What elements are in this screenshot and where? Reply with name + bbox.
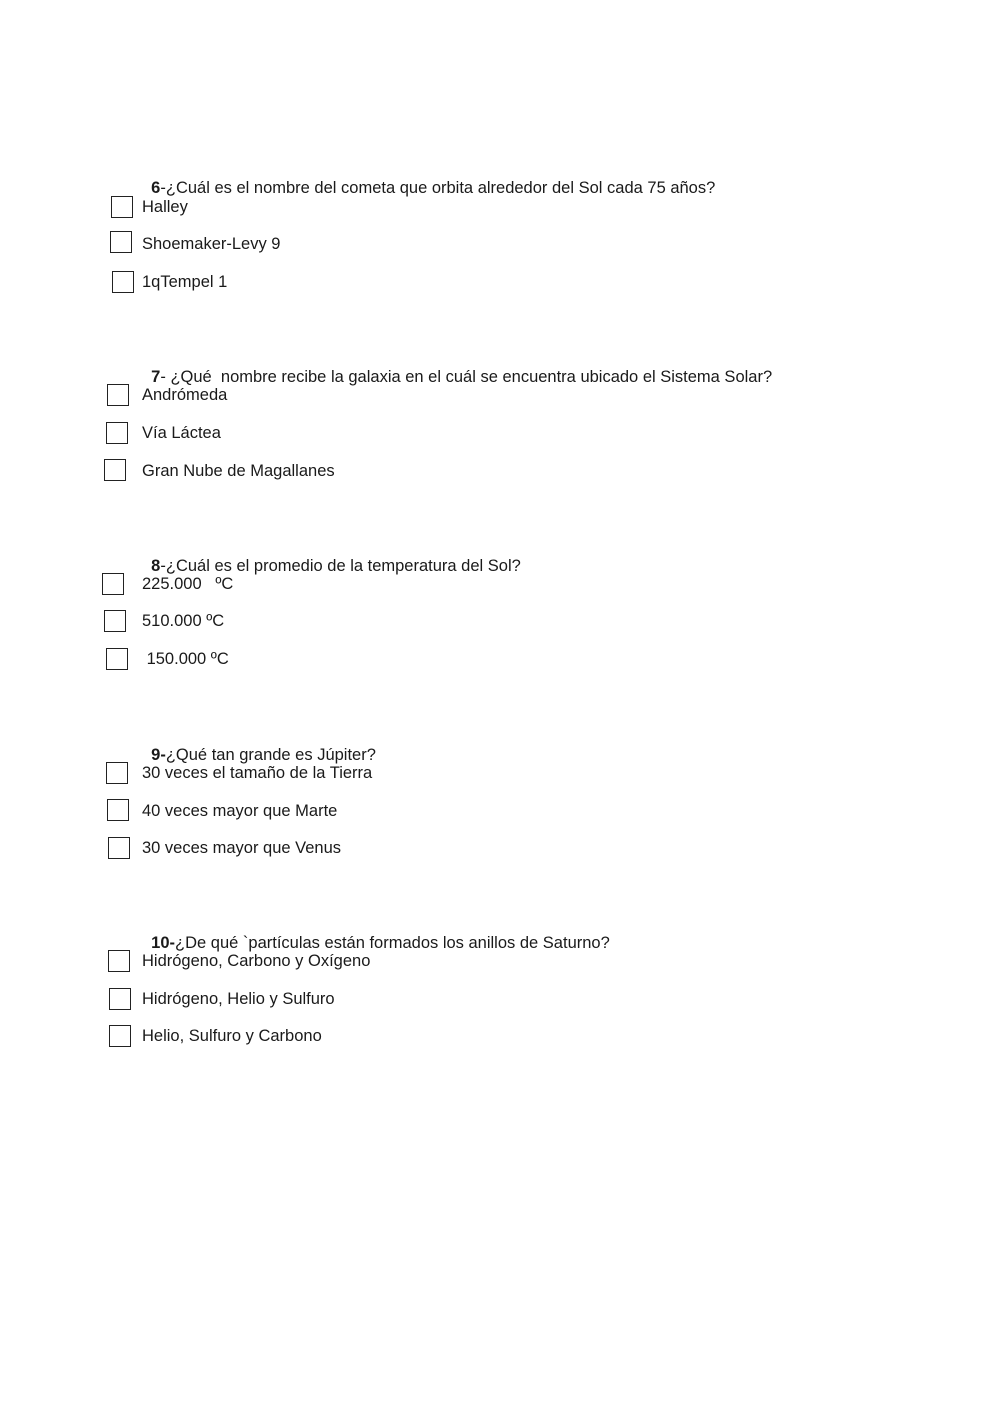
answer-option: Gran Nube de Magallanes xyxy=(142,462,335,480)
answer-checkbox[interactable] xyxy=(112,271,134,293)
answer-checkbox[interactable] xyxy=(107,384,129,406)
answer-checkbox[interactable] xyxy=(111,196,133,218)
answer-checkbox[interactable] xyxy=(102,573,124,595)
answer-option: Vía Láctea xyxy=(142,424,221,442)
question-number: 6 xyxy=(151,179,161,197)
answer-checkbox[interactable] xyxy=(106,422,128,444)
answer-checkbox[interactable] xyxy=(109,1025,131,1047)
answer-checkbox[interactable] xyxy=(104,459,126,481)
question-6 xyxy=(142,158,715,198)
question-number: 8 xyxy=(151,557,161,575)
answer-checkbox[interactable] xyxy=(108,837,130,859)
question-separator: - xyxy=(160,368,171,386)
answer-checkbox[interactable] xyxy=(110,231,132,253)
question-text: ¿Cuál es el promedio de la temperatura del Sol? xyxy=(165,557,521,575)
answer-checkbox[interactable] xyxy=(108,950,130,972)
answer-option: 30 veces el tamaño de la Tierra xyxy=(142,764,373,782)
question-10 xyxy=(142,913,610,953)
question-separator: - xyxy=(160,557,166,575)
answer-option: 40 veces mayor que Marte xyxy=(142,802,338,820)
answer-option: Helio, Sulfuro y Carbono xyxy=(142,1027,322,1045)
question-9 xyxy=(142,725,376,765)
answer-option: 150.000 ºC xyxy=(142,650,229,668)
question-number: 9- xyxy=(151,746,166,764)
answer-checkbox[interactable] xyxy=(106,648,128,670)
answer-option: 1qTempel 1 xyxy=(142,273,228,291)
question-text: ¿Qué nombre recibe la galaxia en el cuál se encuentra ubicado el Sistema Solar? xyxy=(170,368,773,386)
answer-option: Hidrógeno, Helio y Sulfuro xyxy=(142,990,335,1008)
question-number: 7 xyxy=(151,368,161,386)
question-separator: - xyxy=(160,179,166,197)
question-7 xyxy=(142,347,772,387)
answer-checkbox[interactable] xyxy=(104,610,126,632)
question-text: ¿De qué `partículas están formados los anillos de Saturno? xyxy=(175,934,610,952)
question-text: ¿Qué tan grande es Júpiter? xyxy=(165,746,376,764)
answer-checkbox[interactable] xyxy=(109,988,131,1010)
question-number: 10- xyxy=(151,934,176,952)
answer-option: 225.000 ºC xyxy=(142,575,234,593)
question-8 xyxy=(142,536,521,576)
answer-checkbox[interactable] xyxy=(106,762,128,784)
answer-option: Hidrógeno, Carbono y Oxígeno xyxy=(142,952,371,970)
answer-option: 510.000 ºC xyxy=(142,612,225,630)
answer-option: Halley xyxy=(142,198,188,216)
answer-option: 30 veces mayor que Venus xyxy=(142,839,342,857)
answer-checkbox[interactable] xyxy=(107,799,129,821)
answer-option: Andrómeda xyxy=(142,386,228,404)
answer-option: Shoemaker-Levy 9 xyxy=(142,235,281,253)
question-text: ¿Cuál es el nombre del cometa que orbita alrededor del Sol cada 75 años? xyxy=(165,179,716,197)
